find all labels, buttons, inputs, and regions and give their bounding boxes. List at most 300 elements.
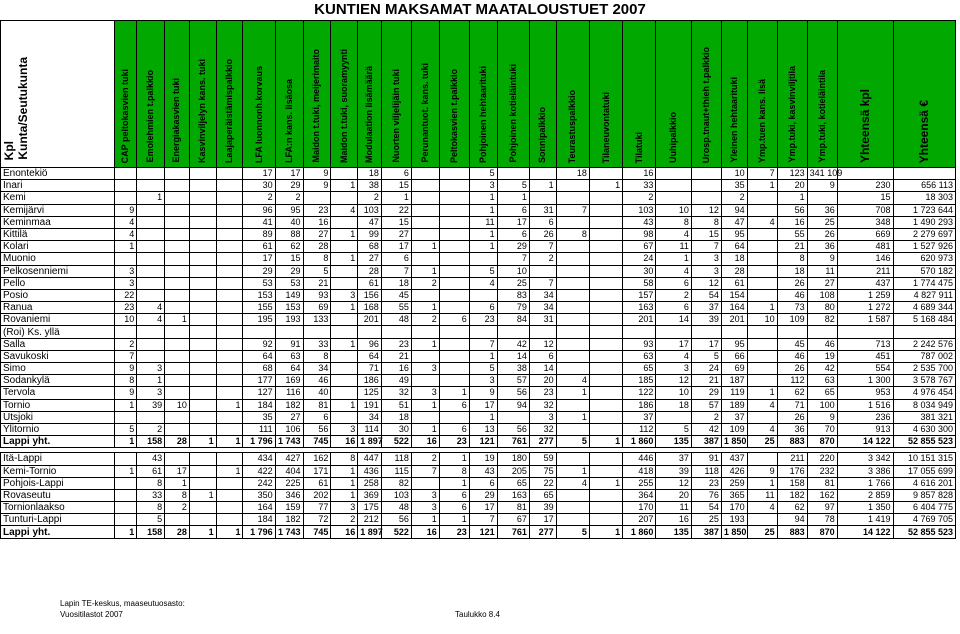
value-cell: 94 bbox=[497, 399, 529, 411]
value-cell bbox=[589, 326, 622, 338]
table-row bbox=[1, 375, 956, 387]
value-cell: 211 bbox=[777, 453, 807, 465]
value-cell: 38 bbox=[358, 180, 382, 192]
value-cell bbox=[747, 253, 777, 265]
value-cell: 6 404 775 bbox=[893, 502, 956, 514]
value-cell bbox=[556, 277, 589, 289]
value-cell: 1 bbox=[165, 314, 190, 326]
value-cell: 14 bbox=[497, 350, 529, 362]
value-cell: 17 bbox=[275, 168, 303, 180]
value-cell bbox=[556, 338, 589, 350]
value-cell: 4 bbox=[137, 314, 165, 326]
value-cell: 4 bbox=[114, 228, 137, 240]
value-cell bbox=[411, 228, 439, 240]
value-cell: 170 bbox=[721, 502, 747, 514]
footer-table-number: Taulukko 8.4 bbox=[455, 610, 500, 619]
value-cell bbox=[381, 326, 411, 338]
column-header-label: Modulaation lisämäärä bbox=[364, 65, 375, 163]
value-cell: 184 bbox=[243, 399, 275, 411]
value-cell bbox=[189, 387, 216, 399]
value-cell: 1 bbox=[497, 192, 529, 204]
value-cell: 186 bbox=[358, 375, 382, 387]
value-cell: 18 bbox=[721, 253, 747, 265]
value-cell: 16 bbox=[381, 363, 411, 375]
value-cell: 155 bbox=[243, 302, 275, 314]
value-cell bbox=[216, 216, 243, 228]
value-cell: 7 bbox=[529, 277, 556, 289]
value-cell: 31 bbox=[529, 204, 556, 216]
value-cell: 522 bbox=[381, 436, 411, 448]
value-cell: 2 bbox=[411, 314, 439, 326]
value-cell: 43 bbox=[623, 216, 656, 228]
value-cell bbox=[331, 192, 358, 204]
column-header-label: Ymp.tuki, kasvinviljtila bbox=[786, 66, 797, 163]
value-cell bbox=[411, 216, 439, 228]
value-cell bbox=[691, 168, 721, 180]
value-cell bbox=[216, 277, 243, 289]
value-cell: 62 bbox=[777, 387, 807, 399]
value-cell: 24 bbox=[623, 253, 656, 265]
value-cell bbox=[216, 502, 243, 514]
value-cell: 54 bbox=[691, 502, 721, 514]
support-table bbox=[0, 20, 956, 539]
value-cell: 434 bbox=[243, 453, 275, 465]
value-cell: 29 bbox=[469, 489, 497, 501]
value-cell: 4 630 300 bbox=[893, 423, 956, 435]
value-cell: 39 bbox=[691, 314, 721, 326]
value-cell: 9 bbox=[303, 168, 331, 180]
value-cell: 236 bbox=[837, 411, 893, 423]
value-cell: 51 bbox=[381, 399, 411, 411]
value-cell bbox=[114, 411, 137, 423]
value-cell: 554 bbox=[837, 363, 893, 375]
value-cell: 7 bbox=[556, 204, 589, 216]
value-cell: 6 bbox=[381, 253, 411, 265]
value-cell: 70 bbox=[807, 423, 837, 435]
value-cell: 1 bbox=[469, 192, 497, 204]
value-cell: 4 976 454 bbox=[893, 387, 956, 399]
value-cell: 14 122 bbox=[837, 436, 893, 448]
value-cell bbox=[589, 453, 622, 465]
value-cell: 1 bbox=[556, 387, 589, 399]
value-cell: 83 bbox=[497, 289, 529, 301]
value-cell: 11 bbox=[807, 265, 837, 277]
value-cell: 1 860 bbox=[623, 436, 656, 448]
value-cell: 182 bbox=[777, 489, 807, 501]
value-cell: 23 bbox=[439, 526, 469, 538]
value-cell bbox=[623, 326, 656, 338]
value-cell: 1 bbox=[411, 423, 439, 435]
value-cell: 26 bbox=[777, 277, 807, 289]
value-cell bbox=[411, 411, 439, 423]
value-cell bbox=[189, 453, 216, 465]
value-cell: 57 bbox=[691, 399, 721, 411]
value-cell: 1 bbox=[216, 465, 243, 477]
value-cell bbox=[656, 192, 691, 204]
value-cell: 1 bbox=[589, 477, 622, 489]
value-cell: 57 bbox=[497, 375, 529, 387]
value-cell: 9 bbox=[303, 180, 331, 192]
value-cell: 133 bbox=[303, 314, 331, 326]
row-name: Keminmaa bbox=[1, 216, 115, 228]
value-cell: 953 bbox=[837, 387, 893, 399]
value-cell bbox=[165, 180, 190, 192]
value-cell bbox=[439, 168, 469, 180]
value-cell bbox=[331, 265, 358, 277]
value-cell: 1 bbox=[411, 241, 439, 253]
table-row bbox=[1, 241, 956, 253]
value-cell bbox=[137, 241, 165, 253]
value-cell: 34 bbox=[529, 289, 556, 301]
value-cell bbox=[589, 514, 622, 526]
value-cell bbox=[589, 411, 622, 423]
value-cell: 187 bbox=[721, 375, 747, 387]
value-cell: 341 109 bbox=[807, 168, 837, 180]
value-cell: 1 bbox=[556, 465, 589, 477]
value-cell bbox=[721, 326, 747, 338]
column-header-label: Ymp.tuen kans. lisä bbox=[756, 78, 767, 163]
column-header bbox=[189, 21, 216, 168]
value-cell bbox=[589, 168, 622, 180]
value-cell: 28 bbox=[165, 526, 190, 538]
value-cell: 17 055 699 bbox=[893, 465, 956, 477]
value-cell bbox=[747, 265, 777, 277]
value-cell: 1 bbox=[439, 453, 469, 465]
value-cell: 12 bbox=[656, 375, 691, 387]
value-cell: 4 bbox=[747, 502, 777, 514]
column-header bbox=[114, 21, 137, 168]
value-cell: 447 bbox=[358, 453, 382, 465]
table-row bbox=[1, 502, 956, 514]
value-cell: 10 bbox=[656, 204, 691, 216]
column-header bbox=[243, 21, 275, 168]
value-cell: 65 bbox=[807, 387, 837, 399]
row-name: Kemi-Tornio bbox=[1, 465, 115, 477]
value-cell: 18 bbox=[381, 411, 411, 423]
value-cell: 47 bbox=[358, 216, 382, 228]
value-cell: 1 897 bbox=[358, 526, 382, 538]
table-row bbox=[1, 514, 956, 526]
value-cell bbox=[469, 253, 497, 265]
value-cell: 220 bbox=[807, 453, 837, 465]
value-cell: 1 bbox=[189, 526, 216, 538]
value-cell: 162 bbox=[303, 453, 331, 465]
column-header bbox=[137, 21, 165, 168]
header-row bbox=[1, 21, 956, 168]
row-name: Salla bbox=[1, 338, 115, 350]
row-name: Lappi yht. bbox=[1, 526, 115, 538]
value-cell: 381 321 bbox=[893, 411, 956, 423]
value-cell bbox=[893, 326, 956, 338]
value-cell bbox=[439, 289, 469, 301]
value-cell: 18 303 bbox=[893, 192, 956, 204]
value-cell bbox=[439, 350, 469, 362]
value-cell: 7 bbox=[497, 253, 529, 265]
value-cell: 5 bbox=[656, 423, 691, 435]
value-cell: 365 bbox=[721, 489, 747, 501]
value-cell: 8 bbox=[439, 465, 469, 477]
row-name: Lappi yht. bbox=[1, 436, 115, 448]
column-header bbox=[381, 21, 411, 168]
value-cell bbox=[303, 326, 331, 338]
value-cell: 4 616 201 bbox=[893, 477, 956, 489]
value-cell bbox=[691, 180, 721, 192]
value-cell: 177 bbox=[243, 375, 275, 387]
value-cell bbox=[331, 241, 358, 253]
value-cell: 1 bbox=[469, 241, 497, 253]
value-cell: 6 bbox=[439, 489, 469, 501]
value-cell: 3 bbox=[691, 265, 721, 277]
value-cell bbox=[556, 265, 589, 277]
value-cell: 1 796 bbox=[243, 436, 275, 448]
value-cell: 15 bbox=[837, 192, 893, 204]
value-cell: 23 bbox=[469, 314, 497, 326]
value-cell bbox=[165, 375, 190, 387]
value-cell: 1 bbox=[439, 514, 469, 526]
value-cell: 258 bbox=[358, 477, 382, 489]
value-cell bbox=[411, 350, 439, 362]
value-cell: 26 bbox=[777, 411, 807, 423]
value-cell: 17 bbox=[497, 216, 529, 228]
column-header-label: LFA luonnonh.korvaus bbox=[253, 65, 264, 163]
value-cell: 54 bbox=[691, 289, 721, 301]
value-cell: 125 bbox=[358, 387, 382, 399]
value-cell: 1 bbox=[777, 192, 807, 204]
value-cell: 25 bbox=[691, 514, 721, 526]
value-cell: 3 bbox=[411, 363, 439, 375]
value-cell: 4 bbox=[556, 375, 589, 387]
row-name: Rovaseutu bbox=[1, 489, 115, 501]
column-header bbox=[358, 21, 382, 168]
column-header bbox=[691, 21, 721, 168]
header-kpl: Kpl bbox=[2, 140, 16, 160]
value-cell: 6 bbox=[469, 302, 497, 314]
table-row bbox=[1, 399, 956, 411]
value-cell: 11 bbox=[747, 489, 777, 501]
value-cell bbox=[439, 216, 469, 228]
value-cell: 92 bbox=[243, 338, 275, 350]
value-cell bbox=[216, 387, 243, 399]
value-cell bbox=[137, 265, 165, 277]
table-row bbox=[1, 277, 956, 289]
value-cell: 22 bbox=[529, 477, 556, 489]
value-cell bbox=[747, 289, 777, 301]
value-cell: 95 bbox=[721, 338, 747, 350]
value-cell: 1 bbox=[137, 375, 165, 387]
value-cell bbox=[137, 326, 165, 338]
value-cell bbox=[137, 168, 165, 180]
value-cell bbox=[747, 350, 777, 362]
value-cell: 63 bbox=[275, 350, 303, 362]
column-header bbox=[656, 21, 691, 168]
value-cell bbox=[589, 314, 622, 326]
value-cell: 42 bbox=[691, 423, 721, 435]
value-cell bbox=[807, 326, 837, 338]
value-cell: 39 bbox=[656, 465, 691, 477]
value-cell: 64 bbox=[358, 350, 382, 362]
value-cell: 14 bbox=[529, 363, 556, 375]
value-cell: 62 bbox=[275, 241, 303, 253]
column-header bbox=[893, 21, 956, 168]
value-cell bbox=[137, 338, 165, 350]
value-cell: 64 bbox=[275, 363, 303, 375]
column-header-label: Pohjoinen hehtaarituki bbox=[477, 65, 488, 163]
row-name: Kolari bbox=[1, 241, 115, 253]
column-header-label: Emolehmien t.palkkio bbox=[145, 70, 156, 163]
value-cell: 4 bbox=[331, 204, 358, 216]
value-cell: 21 bbox=[691, 375, 721, 387]
column-header-label: Maidon t.tuki, suoramyynti bbox=[338, 48, 349, 163]
value-cell bbox=[331, 216, 358, 228]
value-cell: 29 bbox=[243, 265, 275, 277]
value-cell bbox=[411, 204, 439, 216]
value-cell: 64 bbox=[721, 241, 747, 253]
value-cell: 8 bbox=[303, 253, 331, 265]
value-cell: 17 bbox=[165, 465, 190, 477]
value-cell: 437 bbox=[721, 453, 747, 465]
value-cell bbox=[189, 265, 216, 277]
value-cell: 189 bbox=[721, 399, 747, 411]
value-cell: 255 bbox=[623, 477, 656, 489]
value-cell: 71 bbox=[777, 399, 807, 411]
value-cell: 5 bbox=[497, 180, 529, 192]
value-cell: 15 bbox=[691, 228, 721, 240]
value-cell: 1 860 bbox=[623, 526, 656, 538]
row-name: Pelkosenniemi bbox=[1, 265, 115, 277]
value-cell: 6 bbox=[439, 423, 469, 435]
value-cell: 3 bbox=[137, 387, 165, 399]
value-cell: 36 bbox=[807, 241, 837, 253]
value-cell: 12 bbox=[691, 204, 721, 216]
value-cell bbox=[747, 277, 777, 289]
value-cell bbox=[411, 326, 439, 338]
value-cell: 71 bbox=[358, 363, 382, 375]
value-cell bbox=[165, 363, 190, 375]
value-cell: 36 bbox=[807, 204, 837, 216]
value-cell bbox=[216, 489, 243, 501]
value-cell: 185 bbox=[623, 375, 656, 387]
value-cell bbox=[114, 514, 137, 526]
value-cell: 418 bbox=[623, 465, 656, 477]
value-cell bbox=[216, 241, 243, 253]
value-cell: 29 bbox=[275, 180, 303, 192]
value-cell bbox=[411, 192, 439, 204]
value-cell bbox=[589, 204, 622, 216]
value-cell: 404 bbox=[275, 465, 303, 477]
value-cell: 436 bbox=[358, 465, 382, 477]
value-cell: 42 bbox=[497, 338, 529, 350]
total-row bbox=[1, 526, 956, 538]
value-cell: 277 bbox=[529, 526, 556, 538]
value-cell: 48 bbox=[381, 502, 411, 514]
value-cell: 761 bbox=[497, 436, 529, 448]
value-cell: 10 bbox=[721, 168, 747, 180]
value-cell: 8 bbox=[556, 228, 589, 240]
value-cell: 7 bbox=[529, 241, 556, 253]
page-title: KUNTIEN MAKSAMAT MAATALOUSTUET 2007 bbox=[314, 1, 646, 18]
value-cell: 205 bbox=[497, 465, 529, 477]
value-cell: 2 bbox=[411, 453, 439, 465]
value-cell: 79 bbox=[497, 302, 529, 314]
value-cell: 47 bbox=[721, 216, 747, 228]
value-cell: 80 bbox=[807, 302, 837, 314]
table-row bbox=[1, 265, 956, 277]
value-cell bbox=[137, 253, 165, 265]
value-cell: 15 bbox=[381, 216, 411, 228]
value-cell: 34 bbox=[358, 411, 382, 423]
value-cell bbox=[747, 228, 777, 240]
value-cell: 20 bbox=[529, 375, 556, 387]
value-cell: 48 bbox=[381, 314, 411, 326]
value-cell: 164 bbox=[721, 302, 747, 314]
value-cell bbox=[189, 302, 216, 314]
column-header bbox=[837, 21, 893, 168]
value-cell: 69 bbox=[303, 302, 331, 314]
value-cell: 109 bbox=[777, 314, 807, 326]
value-cell: 26 bbox=[807, 228, 837, 240]
value-cell bbox=[165, 241, 190, 253]
value-cell bbox=[216, 338, 243, 350]
value-cell: 94 bbox=[721, 204, 747, 216]
row-name: Kittilä bbox=[1, 228, 115, 240]
value-cell: 175 bbox=[358, 502, 382, 514]
value-cell bbox=[189, 241, 216, 253]
table-row bbox=[1, 216, 956, 228]
column-header bbox=[623, 21, 656, 168]
value-cell: 18 bbox=[358, 168, 382, 180]
value-cell: 112 bbox=[623, 423, 656, 435]
value-cell: 10 bbox=[114, 314, 137, 326]
value-cell bbox=[556, 502, 589, 514]
value-cell: 33 bbox=[137, 489, 165, 501]
value-cell: 37 bbox=[656, 453, 691, 465]
value-cell: 6 bbox=[529, 350, 556, 362]
value-cell bbox=[589, 350, 622, 362]
value-cell bbox=[747, 241, 777, 253]
column-header-label: Laajaperäistämispalkkio bbox=[224, 58, 235, 163]
value-cell bbox=[331, 168, 358, 180]
value-cell: 89 bbox=[243, 228, 275, 240]
value-cell: 1 bbox=[331, 477, 358, 489]
value-cell: 119 bbox=[721, 387, 747, 399]
value-cell bbox=[216, 289, 243, 301]
value-cell: 2 bbox=[137, 423, 165, 435]
value-cell: 1 bbox=[114, 399, 137, 411]
value-cell: 29 bbox=[275, 265, 303, 277]
value-cell: 4 bbox=[556, 477, 589, 489]
value-cell: 1 bbox=[469, 411, 497, 423]
value-cell: 66 bbox=[721, 350, 747, 362]
value-cell: 13 bbox=[469, 423, 497, 435]
value-cell bbox=[439, 326, 469, 338]
value-cell bbox=[556, 453, 589, 465]
value-cell: 1 bbox=[411, 302, 439, 314]
value-cell: 8 bbox=[137, 502, 165, 514]
value-cell bbox=[114, 477, 137, 489]
value-cell: 5 bbox=[137, 514, 165, 526]
value-cell bbox=[556, 489, 589, 501]
value-cell: 745 bbox=[303, 436, 331, 448]
value-cell: 4 bbox=[469, 277, 497, 289]
value-cell bbox=[189, 216, 216, 228]
value-cell bbox=[189, 514, 216, 526]
value-cell: 72 bbox=[303, 514, 331, 526]
value-cell: 193 bbox=[275, 314, 303, 326]
value-cell: 46 bbox=[777, 289, 807, 301]
value-cell bbox=[656, 411, 691, 423]
value-cell bbox=[189, 277, 216, 289]
value-cell: 2 bbox=[165, 502, 190, 514]
